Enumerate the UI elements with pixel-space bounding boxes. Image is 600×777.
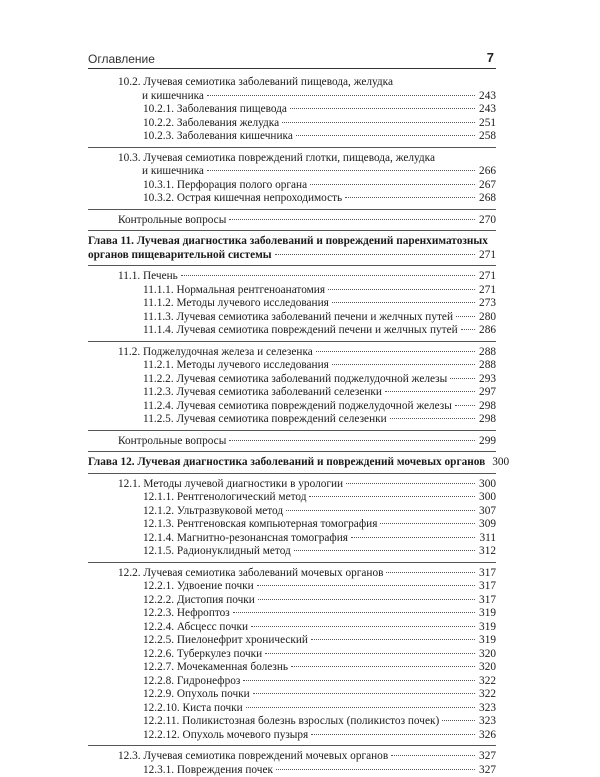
dot-leader	[233, 611, 475, 613]
dot-leader	[246, 706, 475, 708]
toc-page-number: 311	[478, 532, 496, 546]
divider	[88, 209, 496, 210]
toc-page-number: 298	[478, 400, 496, 414]
toc-entry	[88, 270, 496, 284]
toc-entry-title: 12.1.5. Радионуклидный метод	[143, 545, 291, 559]
toc-entry-title: 11.2.3. Лучевая семиотика заболеваний селезенки	[143, 386, 382, 400]
dot-leader	[229, 439, 475, 441]
toc-entry-title: 12.1.2. Ультразвуковой метод	[143, 505, 283, 519]
toc-page-number: 300	[478, 478, 496, 492]
dot-leader	[390, 417, 475, 419]
divider	[88, 341, 496, 342]
toc-page-number: 288	[478, 359, 496, 373]
toc-page-number: 243	[478, 90, 496, 104]
toc-page-number: 323	[478, 715, 496, 729]
toc-page-number: 317	[478, 580, 496, 594]
toc-entry	[88, 90, 496, 104]
toc-entry	[88, 400, 496, 414]
toc-page-number: 288	[478, 346, 496, 360]
toc-entry-title: 12.2.9. Опухоль почки	[143, 688, 250, 702]
toc-entry-title: 11.2.2. Лучевая семиотика заболеваний поджелудочной железы	[143, 373, 447, 387]
dot-leader	[442, 719, 475, 721]
dot-leader	[253, 692, 475, 694]
toc-entry	[88, 505, 496, 519]
toc-entry-title: Контрольные вопросы	[118, 214, 226, 228]
toc-entry	[88, 532, 496, 546]
toc-page-number: 307	[478, 505, 496, 519]
dot-leader	[309, 495, 475, 497]
toc-entry-title: 10.2.3. Заболевания кишечника	[143, 130, 293, 144]
toc-entry	[88, 165, 496, 179]
toc-entry-title: 11.1.3. Лучевая семиотика заболеваний печени и желчных путей	[143, 311, 453, 325]
toc-page-number: 300	[478, 491, 496, 505]
dot-leader	[296, 134, 475, 136]
toc-entry-title: 11.2.1. Методы лучевого исследования	[143, 359, 329, 373]
toc-entry	[88, 297, 496, 311]
toc-entry-title: 12.2.6. Туберкулез почки	[143, 648, 262, 662]
toc-entry-title: 12.2.7. Мочекаменная болезнь	[143, 661, 288, 675]
dot-leader	[207, 94, 475, 96]
dot-leader	[275, 253, 475, 255]
table-of-contents	[88, 76, 496, 777]
toc-entry-title: 11.2.4. Лучевая семиотика повреждений поджелудочной железы	[143, 400, 452, 414]
toc-page-number: 297	[478, 386, 496, 400]
toc-entry-title: 11.1.4. Лучевая семиотика повреждений печени и желчных путей	[143, 324, 458, 338]
toc-entry-title: 12.2.5. Пиелонефрит хронический	[143, 634, 308, 648]
toc-chapter-title: Глава 12. Лучевая диагностика заболеваний и повреждений мочевых органов	[88, 456, 485, 470]
toc-entry-title: 12.2. Лучевая семиотика заболеваний мочевых органов	[118, 567, 383, 581]
toc-entry-title: и кишечника	[142, 165, 204, 179]
dot-leader	[265, 652, 475, 654]
toc-page-number: 267	[478, 179, 496, 193]
toc-entry	[88, 715, 496, 729]
divider	[88, 230, 496, 231]
divider	[88, 265, 496, 266]
toc-page-number: 327	[478, 750, 496, 764]
dot-leader	[311, 638, 475, 640]
divider	[88, 745, 496, 746]
toc-entry-title: 10.3.1. Перфорация полого органа	[143, 179, 307, 193]
toc-page-number: 293	[478, 373, 496, 387]
divider	[88, 473, 496, 474]
toc-entry	[88, 478, 496, 492]
toc-entry	[88, 359, 496, 373]
dot-leader	[294, 549, 475, 551]
toc-entry-title: 12.2.1. Удвоение почки	[143, 580, 254, 594]
toc-page-number: 326	[478, 729, 496, 743]
toc-entry	[88, 634, 496, 648]
divider	[88, 451, 496, 452]
toc-entry-title: 11.2. Поджелудочная железа и селезенка	[118, 346, 313, 360]
toc-page-number: 319	[478, 607, 496, 621]
toc-entry	[88, 346, 496, 360]
toc-entry-title: 12.3. Лучевая семиотика повреждений мочевых органов	[118, 750, 388, 764]
toc-page-number: 320	[478, 661, 496, 675]
toc-entry-title: 12.2.11. Поликистозная болезнь взрослых (поликистоз почек)	[143, 715, 439, 729]
toc-entry	[88, 607, 496, 621]
dot-leader	[328, 288, 475, 290]
dot-leader	[386, 571, 475, 573]
toc-entry-title: Контрольные вопросы	[118, 435, 226, 449]
toc-entry	[88, 284, 496, 298]
toc-entry-title: 12.1.4. Магнитно-резонансная томография	[143, 532, 348, 546]
toc-entry	[88, 117, 496, 131]
toc-page-number: 270	[478, 214, 496, 228]
toc-chapter-title: Глава 11. Лучевая диагностика заболеваний и повреждений паренхиматозных	[88, 235, 496, 249]
toc-page-number: 271	[478, 284, 496, 298]
divider	[88, 430, 496, 431]
toc-entry	[88, 413, 496, 427]
dot-leader	[450, 377, 475, 379]
dot-leader	[251, 625, 475, 627]
toc-entry	[88, 192, 496, 206]
toc-page-number: 298	[478, 413, 496, 427]
toc-page-number: 243	[478, 103, 496, 117]
toc-entry-title: 12.2.3. Нефроптоз	[143, 607, 230, 621]
dot-leader	[332, 363, 475, 365]
toc-page-number: 309	[478, 518, 496, 532]
toc-entry-title: 12.1.3. Рентгеновская компьютерная томография	[143, 518, 377, 532]
toc-entry-title: 12.2.10. Киста почки	[143, 702, 243, 716]
toc-entry	[88, 373, 496, 387]
toc-page-number: 286	[478, 324, 496, 338]
toc-entry	[88, 580, 496, 594]
dot-leader	[385, 390, 475, 392]
toc-entry	[88, 324, 496, 338]
toc-entry-title: 12.1.1. Рентгенологический метод	[143, 491, 306, 505]
dot-leader	[310, 183, 475, 185]
toc-entry-title: и кишечника	[142, 90, 204, 104]
toc-page-number: 323	[478, 702, 496, 716]
toc-entry	[88, 750, 496, 764]
dot-leader	[276, 768, 475, 770]
toc-entry-title: 12.2.4. Абсцесс почки	[143, 621, 248, 635]
toc-entry	[88, 435, 496, 449]
toc-entry-title: 11.1. Печень	[118, 270, 178, 284]
dot-leader	[332, 301, 475, 303]
toc-entry	[88, 661, 496, 675]
dot-leader	[351, 536, 475, 538]
toc-page-number: 322	[478, 688, 496, 702]
divider	[88, 147, 496, 148]
toc-chapter-entry	[88, 249, 496, 263]
toc-page-number: 312	[478, 545, 496, 559]
dot-leader	[282, 121, 475, 123]
toc-entry	[88, 764, 496, 777]
dot-leader	[207, 169, 475, 171]
toc-entry	[88, 702, 496, 716]
toc-entry	[88, 491, 496, 505]
dot-leader	[346, 482, 475, 484]
toc-entry	[88, 567, 496, 581]
toc-page-number: 327	[478, 764, 496, 777]
toc-entry-title: 11.1.1. Нормальная рентгеноанатомия	[143, 284, 325, 298]
toc-entry-title: 11.2.5. Лучевая семиотика повреждений селезенки	[143, 413, 387, 427]
toc-chapter-entry	[88, 456, 496, 470]
toc-page-number: 317	[478, 567, 496, 581]
toc-entry	[88, 130, 496, 144]
toc-page-number: 268	[478, 192, 496, 206]
dot-leader	[456, 315, 475, 317]
dot-leader	[229, 218, 475, 220]
page-number: 7	[487, 50, 494, 65]
toc-page-number: 280	[478, 311, 496, 325]
dot-leader	[345, 196, 475, 198]
toc-entry	[88, 648, 496, 662]
toc-page-number: 319	[478, 621, 496, 635]
toc-page-number: 300	[491, 456, 509, 470]
dot-leader	[258, 598, 475, 600]
toc-entry-title: 12.3.1. Повреждения почек	[143, 764, 273, 777]
toc-entry-title: 10.2.1. Заболевания пищевода	[143, 103, 287, 117]
dot-leader	[380, 522, 475, 524]
toc-page-number: 266	[478, 165, 496, 179]
toc-entry-title: 12.2.8. Гидронефроз	[143, 675, 240, 689]
toc-entry-title: 10.3. Лучевая семиотика повреждений глотки, пищевода, желудка	[88, 152, 496, 166]
running-header-title: Оглавление	[88, 52, 155, 66]
toc-entry-title: 12.2.12. Опухоль мочевого пузыря	[143, 729, 308, 743]
toc-entry	[88, 688, 496, 702]
toc-page-number: 271	[478, 270, 496, 284]
toc-page-number: 317	[478, 594, 496, 608]
toc-entry	[88, 729, 496, 743]
toc-entry	[88, 545, 496, 559]
toc-entry-title: 10.2.2. Заболевания желудка	[143, 117, 279, 131]
toc-entry	[88, 675, 496, 689]
toc-entry	[88, 311, 496, 325]
dot-leader	[311, 733, 475, 735]
toc-entry	[88, 594, 496, 608]
toc-page-number: 273	[478, 297, 496, 311]
toc-entry	[88, 518, 496, 532]
dot-leader	[316, 350, 475, 352]
toc-entry	[88, 179, 496, 193]
toc-page-number: 319	[478, 634, 496, 648]
toc-page-number: 258	[478, 130, 496, 144]
toc-entry-title: 10.2. Лучевая семиотика заболеваний пищевода, желудка	[88, 76, 496, 90]
toc-page-number: 320	[478, 648, 496, 662]
toc-entry-title: 10.3.2. Острая кишечная непроходимость	[143, 192, 342, 206]
dot-leader	[257, 584, 475, 586]
toc-entry-title: 12.2.2. Дистопия почки	[143, 594, 255, 608]
toc-page-number: 299	[478, 435, 496, 449]
dot-leader	[291, 665, 475, 667]
running-header	[88, 50, 496, 69]
dot-leader	[455, 404, 475, 406]
dot-leader	[286, 509, 475, 511]
dot-leader	[391, 754, 475, 756]
toc-entry-title: 11.1.2. Методы лучевого исследования	[143, 297, 329, 311]
divider	[88, 562, 496, 563]
dot-leader	[181, 274, 475, 276]
toc-page-number: 322	[478, 675, 496, 689]
dot-leader	[461, 328, 475, 330]
dot-leader	[243, 679, 475, 681]
toc-chapter-title: органов пищеварительной системы	[88, 249, 272, 263]
toc-entry	[88, 386, 496, 400]
toc-entry	[88, 103, 496, 117]
toc-entry	[88, 621, 496, 635]
toc-page-number: 251	[478, 117, 496, 131]
toc-entry	[88, 214, 496, 228]
toc-page-number: 271	[478, 249, 496, 263]
toc-entry-title: 12.1. Методы лучевой диагностики в урологии	[118, 478, 343, 492]
dot-leader	[290, 107, 475, 109]
